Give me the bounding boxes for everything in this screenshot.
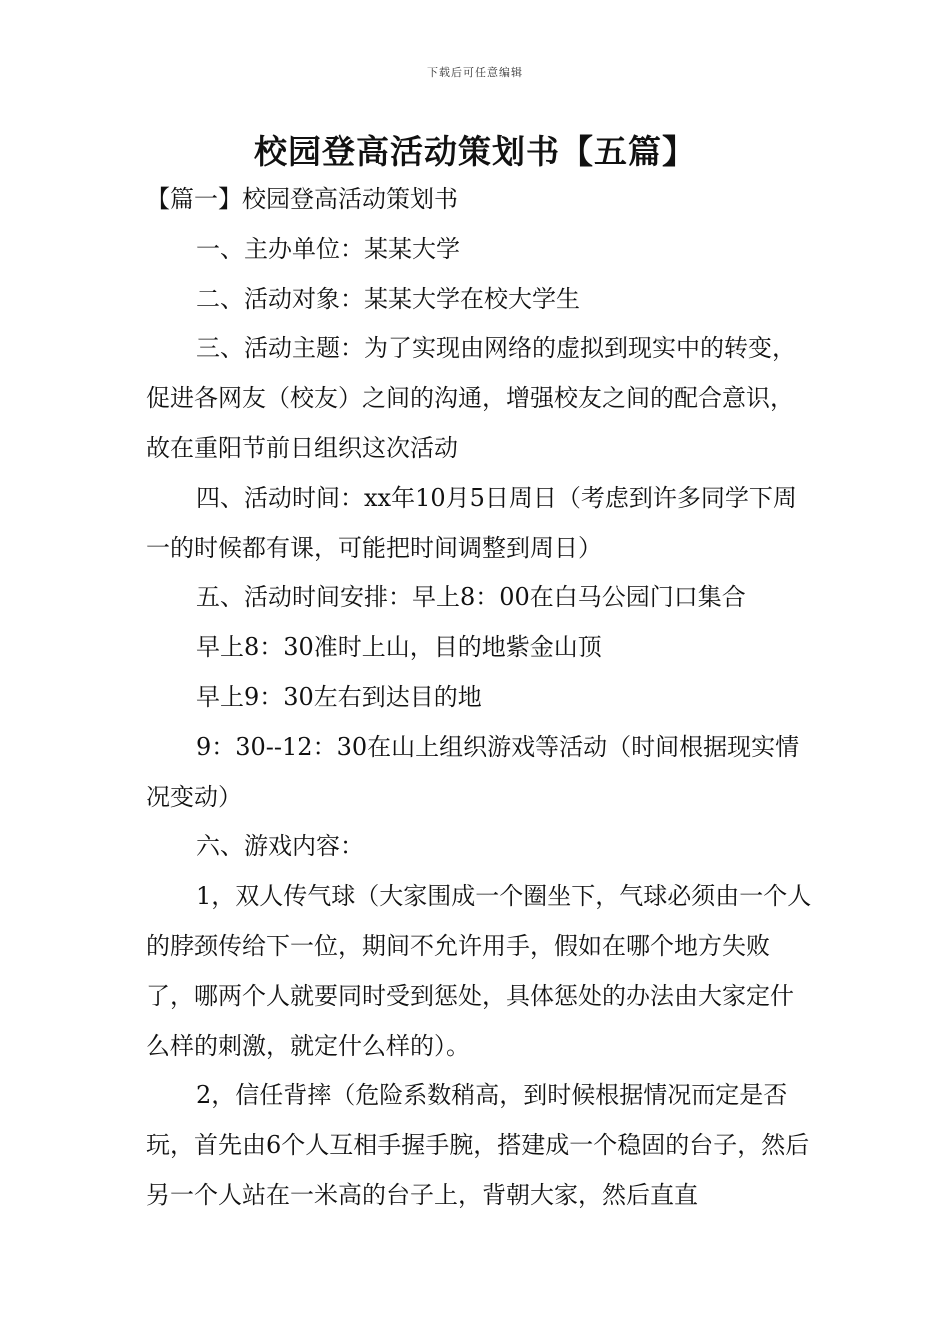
document-title: 校园登高活动策划书【五篇】	[254, 132, 696, 171]
section-heading: 【篇一】校园登高活动策划书	[146, 185, 458, 213]
paragraph-game-item: 1，双人传气球（大家围成一个圈坐下，气球必须由一个人的脖颈传给下一位，期间不允许用手，假如在哪个地方失败了，哪两个人就要同时受到惩处，具体惩处的办法由大家定什么样的刺激，就定什么样的）。	[146, 882, 812, 1060]
paragraph-schedule-item: 9：30--12：30在山上组织游戏等活动（时间根据现实情况变动）	[146, 732, 800, 811]
paragraph-time: 四、活动时间：xx年10月5日周日（考虑到许多同学下周一的时候都有课，可能把时间调整到周日）	[146, 483, 797, 562]
paragraph-schedule: 五、活动时间安排：早上8：00在白马公园门口集合	[196, 583, 746, 612]
paragraph-game-item: 2，信任背摔（危险系数稍高，到时候根据情况而定是否玩，首先由6个人互相手握手腕，搭建成一个稳固的台子，然后另一个人站在一米高的台子上，背朝大家，然后直直	[146, 1081, 810, 1209]
document-body	[146, 175, 814, 1221]
header-note: 下载后可任意编辑	[427, 66, 523, 79]
paragraph-schedule-item: 早上8：30准时上山，目的地紫金山顶	[196, 633, 602, 662]
paragraph-games-heading: 六、游戏内容：	[196, 832, 364, 861]
paragraph-schedule-item: 早上9：30左右到达目的地	[196, 682, 482, 711]
paragraph-audience: 二、活动对象：某某大学在校大学生	[196, 284, 580, 313]
paragraph-theme: 三、活动主题：为了实现由网络的虚拟到现实中的转变，促进各网友（校友）之间的沟通，增强校友之间的配合意识，故在重阳节前日组织这次活动	[146, 334, 796, 462]
paragraph-organizer: 一、主办单位：某某大学	[196, 234, 460, 263]
